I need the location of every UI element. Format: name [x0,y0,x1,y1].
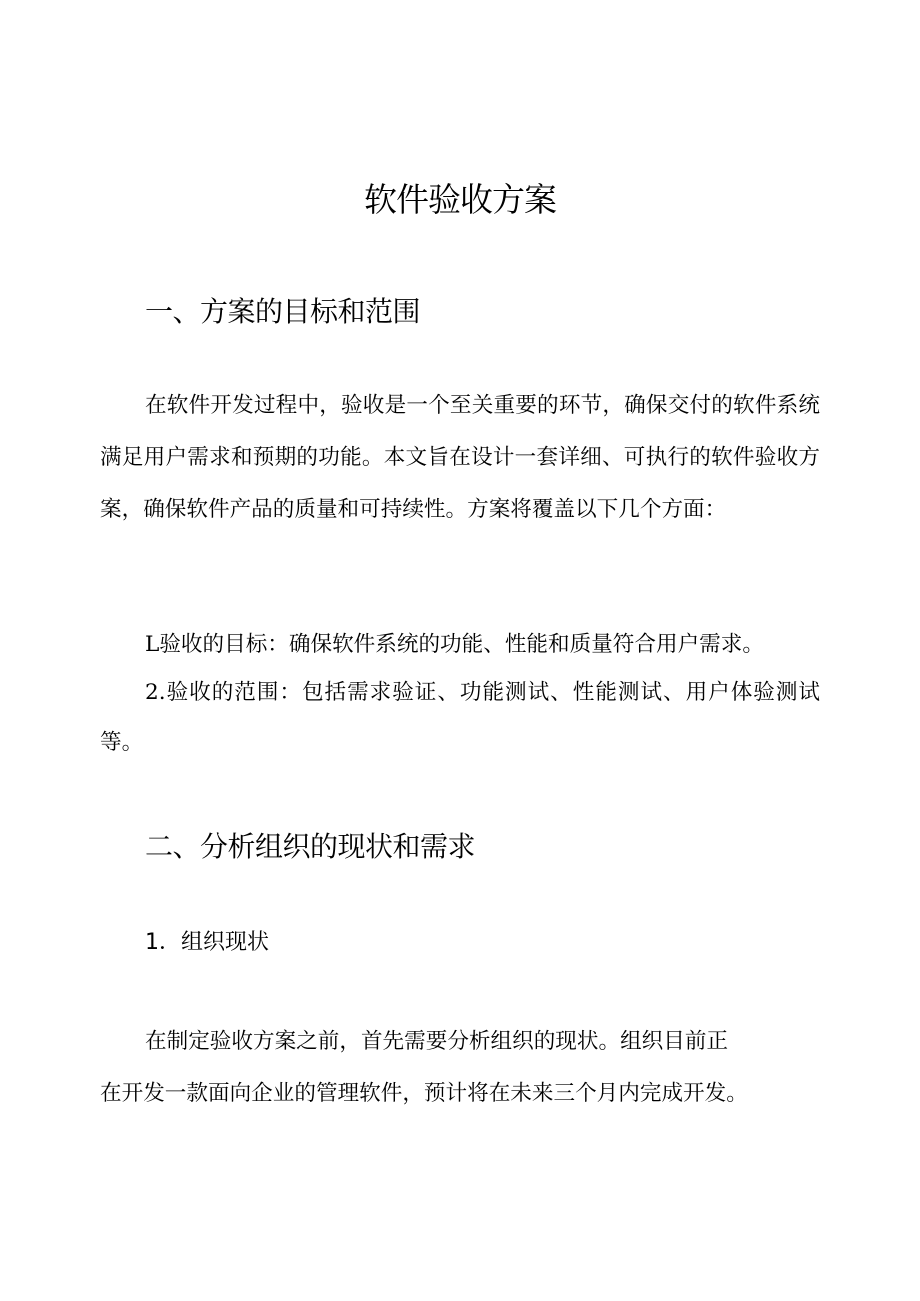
section-2-paragraph-line-1: 在制定验收方案之前，首先需要分析组织的现状。组织目前正 [145,1029,729,1054]
section-1-list-item-2: 2.验收的范围：包括需求验证、功能测试、性能测试、用户体验测试等。 [100,680,820,755]
document-title: 软件验收方案 [364,180,556,219]
section-1-heading: 一、方案的目标和范围 [145,295,421,328]
section-1-list-item-1: L验收的目标：确保软件系统的功能、性能和质量符合用户需求。 [145,632,764,657]
section-2-subheading-1: 1．组织现状 [145,930,269,955]
section-1-intro-paragraph: 在软件开发过程中，验收是一个至关重要的环节，确保交付的软件系统满足用户需求和预期的功能。本文旨在设计一套详细、可执行的软件验收方案，确保软件产品的质量和可持续性。方案将覆盖以下几个方面： [100,393,820,522]
section-2-paragraph-line-2: 在开发一款面向企业的管理软件，预计将在未来三个月内完成开发。 [100,1081,748,1106]
section-2-heading: 二、分析组织的现状和需求 [145,830,476,863]
